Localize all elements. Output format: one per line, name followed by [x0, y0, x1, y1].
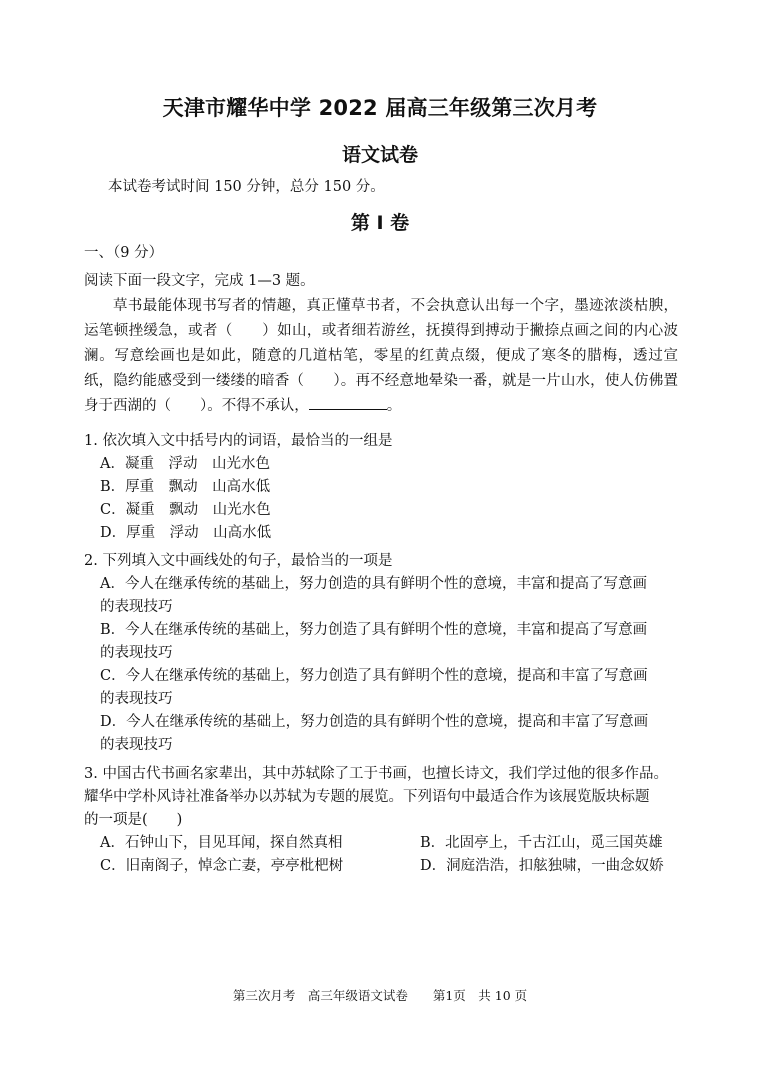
- exam-title: 天津市耀华中学 2022 届高三年级第三次月考: [162, 96, 598, 120]
- q2-option-c: C．今人在继承传统的基础上，努力创造了具有鲜明个性的意境，提高和丰富了写意画: [100, 668, 648, 684]
- q2-option-d-cont: 的表现技巧: [100, 737, 173, 753]
- q2-option-d: D．今人在继承传统的基础上，努力创造的具有鲜明个性的意境，提高和丰富了写意画: [100, 714, 649, 730]
- q3-option-d: D．洞庭浩浩，扣舷独啸，一曲念奴娇: [420, 858, 664, 874]
- volume-heading: 第 Ⅰ 卷: [350, 212, 410, 234]
- q1-option-b: B．厚重 飘动 山高水低: [100, 479, 271, 495]
- q1-option-c: C．凝重 飘动 山光水色: [100, 502, 271, 518]
- passage-text: 草书最能体现书写者的情趣，真正懂草书者，不会执意认出每一个字，墨迹浓淡枯腴，运笔顿挫缓急，或者（ ）如山，或者细若游丝，抚摸得到搏动于撇捺点画之间的内心波澜。写意绘画也是如此，随意的几道枯笔，零星的红黄点缀，便成了寒冬的腊梅，透过宣纸，隐约能感受到一缕缕的暗香（ ）。再不经意地晕染一番，就是一片山水，使人仿佛置身于西湖的（ ）。不得不承认，: [84, 298, 678, 414]
- q3-option-a: A．石钟山下，目见耳闻，探自然真相: [100, 835, 343, 851]
- reading-passage: [84, 294, 678, 419]
- q2-option-b: B．今人在继承传统的基础上，努力创造了具有鲜明个性的意境，丰富和提高了写意画: [100, 622, 648, 638]
- answer-blank-line: [309, 395, 387, 410]
- passage-end: 。: [386, 398, 402, 414]
- question-2-stem: 2. 下列填入文中画线处的句子，最恰当的一项是: [84, 553, 393, 569]
- page-footer: 第三次月考 高三年级语文试卷 第1页 共 10 页: [232, 988, 528, 1003]
- exam-intro: 本试卷考试时间 150 分钟，总分 150 分。: [108, 179, 385, 195]
- q2-option-b-cont: 的表现技巧: [100, 645, 173, 661]
- q1-option-d: D．厚重 浮动 山高水低: [100, 525, 272, 541]
- q3-option-c: C．旧南阁子，悼念亡妻，亭亭枇杷树: [100, 858, 344, 874]
- q2-option-a-cont: 的表现技巧: [100, 599, 173, 615]
- question-3-stem-line1: 3. 中国古代书画名家辈出，其中苏轼除了工于书画，也擅长诗文，我们学过他的很多作品。: [84, 766, 668, 782]
- question-1-stem: 1. 依次填入文中括号内的词语，最恰当的一组是: [84, 433, 393, 449]
- q1-option-a: A．凝重 浮动 山光水色: [100, 456, 270, 472]
- section-instruction: 阅读下面一段文字，完成 1—3 题。: [84, 273, 315, 289]
- q3-option-b: B．北固亭上，千古江山，觅三国英雄: [420, 835, 663, 851]
- question-3-stem-line2: 耀华中学朴风诗社准备举办以苏轼为专题的展览。下列语句中最适合作为该展览版块标题: [84, 789, 650, 805]
- section-heading: 一、（9 分）: [84, 245, 164, 261]
- exam-subtitle: 语文试卷: [341, 144, 418, 166]
- question-3-stem-line3: 的一项是( ): [84, 812, 183, 828]
- q2-option-a: A．今人在继承传统的基础上，努力创造的具有鲜明个性的意境，丰富和提高了写意画: [100, 576, 647, 592]
- q2-option-c-cont: 的表现技巧: [100, 691, 173, 707]
